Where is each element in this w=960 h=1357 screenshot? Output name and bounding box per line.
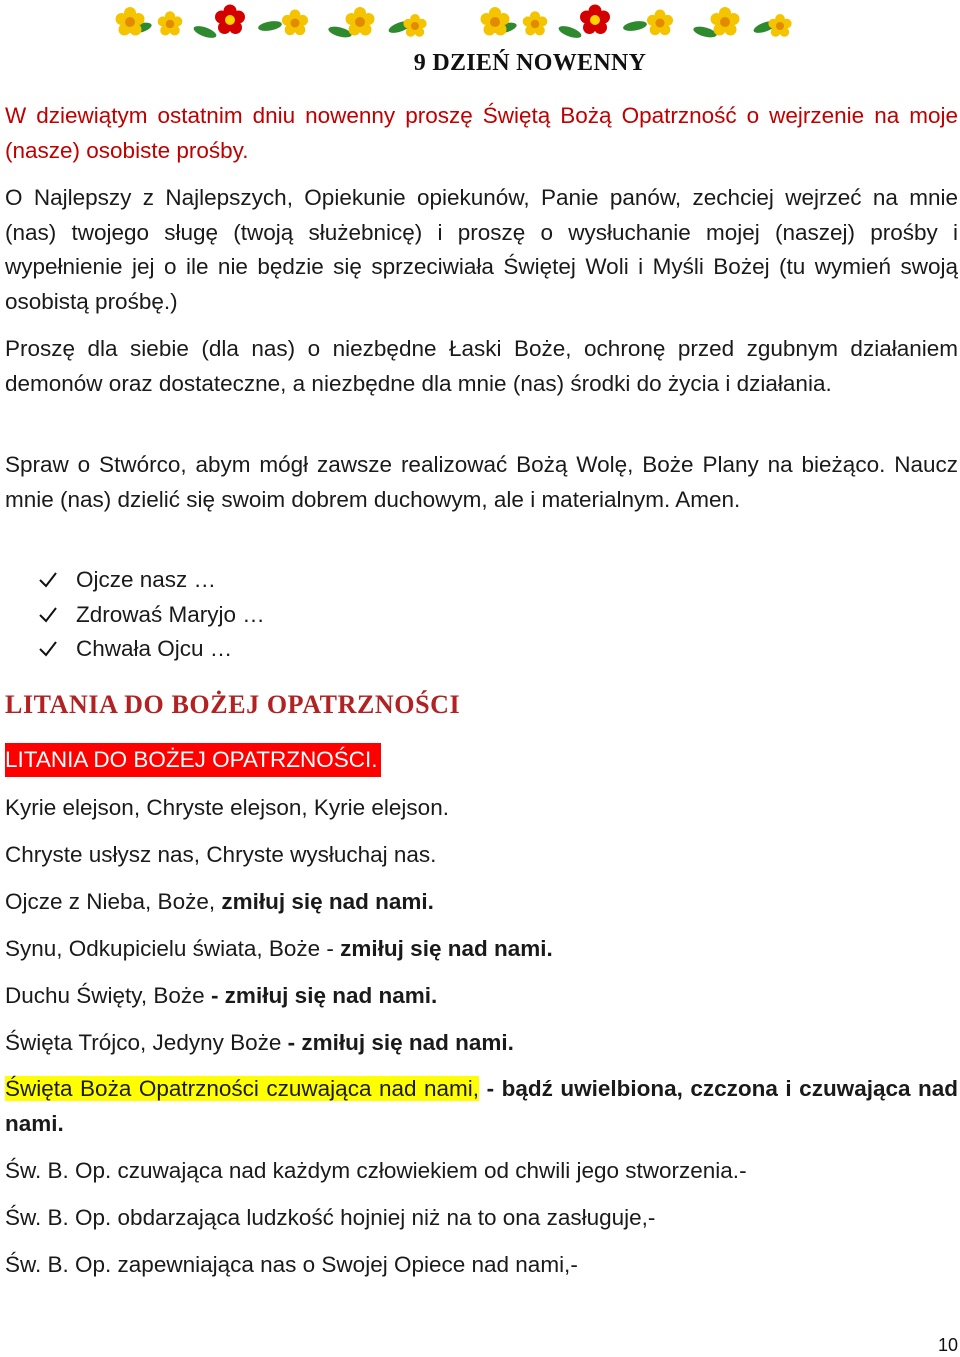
list-item bbox=[38, 598, 265, 633]
litany-heading: LITANIA DO BOŻEJ OPATRZNOŚCI bbox=[5, 690, 461, 719]
prayer-paragraph-2: Proszę dla siebie (dla nas) o niezbędne Łaski Boże, ochronę przed zgubnym działaniem demonów oraz dostateczne, a niezbędne dla mnie (nas) środki do życia i działania. bbox=[5, 336, 958, 396]
litany-line: Synu, Odkupicielu świata, Boże - zmiłuj się nad nami. bbox=[5, 936, 553, 961]
prayer-paragraph-1: O Najlepszy z Najlepszych, Opiekunie opiekunów, Panie panów, zechciej wejrzeć na mnie (nas) twojego sługę (twoją służebnicę) i proszę o wysłuchanie mojej (naszej) prośby i wypełnienie jej o ile nie będzie się sprzeciwiała Świętej Woli i Myśli Bożej (tu wymień swoją osobistą prośbę.) bbox=[5, 185, 958, 314]
litany-response: - zmiłuj się nad nami. bbox=[287, 1030, 514, 1055]
litany-response: - bądź uwielbiona, czczona i czuwająca nad nami. bbox=[5, 1076, 959, 1136]
highlighted-invocation: Święta Boża Opatrzności czuwająca nad nami, bbox=[5, 1076, 480, 1101]
litany-subtitle: LITANIA DO BOŻEJ OPATRZNOŚCI. bbox=[5, 743, 381, 777]
intro-paragraph: W dziewiątym ostatnim dniu nowenny proszę Świętą Bożą Opatrzność o wejrzenie na moje (nasze) osobiste prośby. bbox=[5, 103, 958, 163]
page-number: 10 bbox=[937, 1335, 958, 1355]
flower-banner bbox=[110, 2, 830, 44]
checkmark-icon bbox=[38, 606, 76, 624]
litany-line: Chryste usłysz nas, Chryste wysłuchaj nas. bbox=[5, 842, 437, 867]
litany-line: Św. B. Op. obdarzająca ludzkość hojniej niż na to ona zasługuje,- bbox=[5, 1205, 656, 1230]
litany-line bbox=[5, 1072, 958, 1141]
flower-garland-icon bbox=[110, 2, 830, 44]
litany-response: - zmiłuj się nad nami. bbox=[210, 983, 438, 1008]
litany-line: Św. B. Op. czuwająca nad każdym człowiekiem od chwili jego stworzenia.- bbox=[5, 1158, 747, 1183]
prayer-paragraph-3: Spraw o Stwórco, abym mógł zawsze realizować Bożą Wolę, Boże Plany na bieżąco. Naucz mnie (nas) dzielić się swoim dobrem duchowym, ale i materialnym. Amen. bbox=[5, 452, 958, 512]
litany-line: Ojcze z Nieba, Boże, zmiłuj się nad nami. bbox=[5, 889, 434, 914]
list-item bbox=[38, 563, 265, 598]
checkmark-icon bbox=[38, 571, 76, 589]
list-item bbox=[38, 632, 265, 667]
prayer-checklist bbox=[38, 563, 265, 667]
page-title: 9 DZIEŃ NOWENNY bbox=[413, 50, 647, 76]
litany-line: Św. B. Op. zapewniająca nas o Swojej Opiece nad nami,- bbox=[5, 1252, 578, 1277]
litany-line: Kyrie elejson, Chryste elejson, Kyrie elejson. bbox=[5, 795, 449, 820]
litany-line: Święta Trójco, Jedyny Boże - zmiłuj się nad nami. bbox=[5, 1030, 514, 1055]
checkmark-icon bbox=[38, 640, 76, 658]
list-item-label: Ojcze nasz … bbox=[76, 567, 217, 592]
list-item-label: Zdrowaś Maryjo … bbox=[76, 601, 265, 627]
litany-response: zmiłuj się nad nami. bbox=[221, 889, 434, 914]
list-item-label: Chwała Ojcu … bbox=[76, 636, 233, 661]
litany-line: Duchu Święty, Boże - zmiłuj się nad nami. bbox=[5, 983, 438, 1008]
litany-response: zmiłuj się nad nami. bbox=[340, 936, 553, 961]
